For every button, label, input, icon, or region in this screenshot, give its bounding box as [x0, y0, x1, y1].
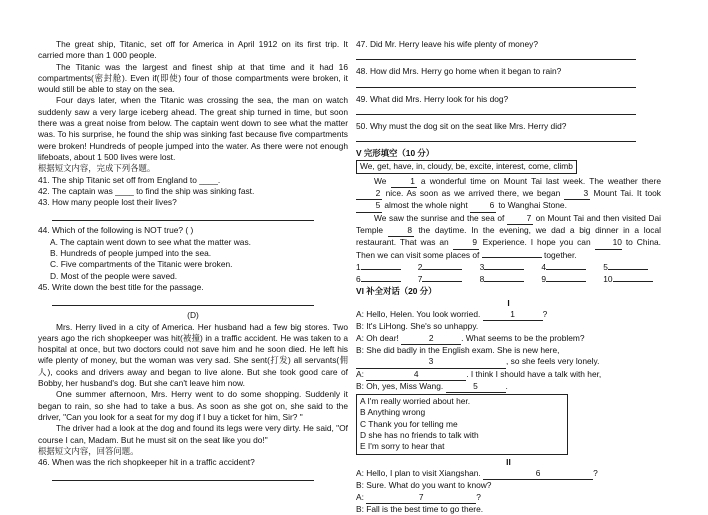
cloze-paragraph-2	[356, 213, 661, 261]
answer-blank[interactable]	[361, 281, 401, 282]
question-42: 42. The captain was ____ to find the ship was sinking fast.	[38, 185, 255, 196]
question-50: 50. Why must the dog sit on the seat like Mrs. Herry did?	[356, 120, 567, 131]
passage-c-paragraph-1: The great ship, Titanic, set off for America in April 1912 on its first trip. It carried more than 1 000 people.	[38, 39, 348, 61]
option-b: B Anything wrong	[360, 407, 426, 418]
answer-blank[interactable]	[361, 269, 401, 270]
dialog-1-line-4: B: She did badly in the English exam. She is new here,	[356, 344, 560, 355]
dialog-text: ?	[542, 309, 548, 320]
dialog-1-title: I	[507, 297, 510, 308]
dialog-text: . What seems to be the problem?	[461, 332, 585, 343]
dialog-2-title: II	[506, 456, 511, 467]
cloze-text: the daytime. In the evening, we dad a big dinner in a local restaurant. That was an	[356, 224, 662, 248]
dialog-blank-6[interactable]: 6	[483, 468, 593, 480]
dialog-1-line-7	[356, 381, 661, 393]
dialog-text: ?	[593, 467, 598, 478]
section-v-title: V 完形填空（10 分）	[356, 148, 435, 159]
dialog-text: .	[505, 380, 508, 391]
answer-grid-row-2	[356, 274, 661, 285]
instruction-d: 根据短文内容，回答问题。	[38, 445, 139, 456]
cloze-text: We saw the sunrise and the sea of	[374, 212, 507, 223]
answer-grid-row-1	[356, 262, 661, 273]
cloze-text: a wonderful time on Mount Tai last week. The weather there	[416, 175, 661, 186]
option-c: C Thank you for telling me	[360, 418, 458, 429]
answer-blank[interactable]	[546, 269, 586, 270]
passage-d-paragraph-1: Mrs. Herry lived in a city of America. Her husband had a few big stores. Two years ago the rich shopkeeper was hit(被撞) in a traffic accident. He was taken to a hospital at once, but two doctors could not save him and he soon died. He left his wife plenty of money, but the woman was very sad. She sent(打发) all servants(佣人), cooks and drivers away and began to live alone. But she took good care of Bobby, her husband's dog. But she can't leave him now.	[38, 321, 348, 389]
dialog-text: A:	[356, 368, 367, 379]
dialog-1-line-3	[356, 333, 661, 345]
cloze-blank-7[interactable]: 8	[388, 225, 414, 237]
cloze-blank-1[interactable]: 1	[391, 176, 417, 188]
cloze-text: to China. Then we can visit some places of	[356, 237, 661, 260]
answer-line-47[interactable]	[356, 51, 636, 60]
cloze-text: almost the whole night	[382, 200, 470, 211]
answer-number: 4	[541, 261, 547, 272]
answer-cell[interactable]	[418, 274, 476, 285]
cloze-paragraph-1	[356, 176, 661, 213]
dialog-2-line-2: B: Sure. What do you want to know?	[356, 480, 492, 491]
option-e: E I'm sorry to hear that	[360, 441, 445, 452]
answer-number: 1	[356, 261, 361, 272]
answer-cell[interactable]	[603, 274, 661, 285]
answer-blank[interactable]	[422, 281, 462, 282]
answer-blank[interactable]	[422, 269, 462, 270]
answer-line-48[interactable]	[356, 79, 636, 88]
answer-blank[interactable]	[613, 281, 653, 282]
answer-line-46[interactable]	[52, 470, 314, 481]
cloze-blank-8[interactable]: 9	[453, 237, 479, 249]
dialog-blank-3[interactable]: 3	[356, 356, 506, 368]
options-box	[356, 394, 568, 454]
passage-d-paragraph-3: The driver had a look at the dog and found its legs were very dirty. He said, "Of course I can, Madam. But he must sit on the seat like you do!"	[38, 423, 348, 445]
cloze-text: Experience. I hope you can	[478, 237, 595, 248]
question-44-option-d: D. Most of the people were saved.	[50, 270, 178, 281]
cloze-blank-10[interactable]	[482, 257, 542, 258]
answer-number: 9	[541, 274, 547, 285]
dialog-1-line-6	[356, 369, 661, 381]
answer-cell[interactable]	[541, 262, 599, 273]
cloze-blank-3[interactable]: 3	[564, 188, 590, 200]
answer-number: 2	[417, 261, 423, 272]
answer-cell[interactable]	[356, 274, 414, 285]
dialog-blank-7[interactable]: 7	[366, 492, 476, 504]
dialog-1-line-5	[356, 356, 661, 368]
question-47: 47. Did Mr. Herry leave his wife plenty of money?	[356, 39, 539, 49]
instruction-c: 根据短文内容，完成下列各题。	[38, 163, 156, 174]
question-44-option-a: A. The captain went down to see what the matter was.	[50, 236, 251, 247]
dialog-2-line-4: B: Fall is the best time to go there.	[356, 503, 484, 514]
cloze-text: Mount Tai. It took	[589, 188, 661, 199]
question-46: 46. When was the rich shopkeeper hit in a traffic accident?	[38, 457, 255, 468]
section-vi-title: VI 补全对话（20 分）	[356, 286, 437, 297]
cloze-blank-4[interactable]: 5	[356, 200, 382, 212]
section-d-title: (D)	[187, 310, 199, 321]
answer-number: 6	[356, 274, 361, 285]
answer-line-49[interactable]	[356, 106, 636, 115]
cloze-blank-9[interactable]: 10	[595, 237, 622, 249]
question-41: 41. The ship Titanic set off from England to ____.	[38, 174, 221, 185]
dialog-1-line-2: B: It's LiHong. She's so unhappy.	[356, 321, 479, 332]
question-43: 43. How many people lost their lives?	[38, 197, 177, 208]
answer-number: 8	[479, 274, 485, 285]
answer-line-45[interactable]	[52, 295, 314, 306]
answer-line-43[interactable]	[52, 210, 314, 221]
answer-number: 3	[479, 261, 485, 272]
cloze-blank-6[interactable]: 7	[507, 213, 533, 225]
question-45: 45. Write down the best title for the passage.	[38, 281, 204, 292]
answer-cell[interactable]	[480, 274, 538, 285]
answer-blank[interactable]	[484, 281, 524, 282]
dialog-text: B: Oh, yes, Miss Wang.	[356, 380, 446, 391]
answer-number: 10	[603, 274, 613, 285]
question-48: 48. How did Mrs. Herry go home when it began to rain?	[356, 66, 562, 77]
dialog-blank-5[interactable]: 5	[446, 381, 506, 393]
left-column	[38, 39, 348, 485]
answer-cell[interactable]	[541, 274, 599, 285]
dialog-blank-4[interactable]: 4	[366, 369, 466, 381]
dialog-text: A: Hello, I plan to visit Xiangshan.	[356, 467, 484, 478]
cloze-blank-5[interactable]: 6	[470, 200, 496, 212]
dialog-text: A: Hello, Helen. You look worried.	[356, 309, 483, 320]
answer-line-50[interactable]	[356, 133, 636, 142]
dialog-text: A:	[356, 491, 367, 502]
dialog-blank-2[interactable]: 2	[401, 333, 461, 345]
right-column	[356, 39, 661, 515]
cloze-text: nice. As soon as we arrived there, we began	[382, 188, 564, 199]
dialog-2-line-1	[356, 468, 661, 480]
dialog-text: , so she feels very lonely.	[506, 356, 600, 367]
question-44-option-c: C. Five compartments of the Titanic were broken.	[50, 259, 233, 270]
dialog-blank-1[interactable]: 1	[483, 309, 543, 321]
answer-cell[interactable]	[418, 262, 476, 273]
dialog-1-line-1	[356, 309, 661, 321]
dialog-text: A: Oh dear!	[356, 332, 402, 343]
cloze-text: to Wanghai Stone.	[496, 200, 567, 211]
question-49: 49. What did Mrs. Herry look for his dog?	[356, 93, 509, 104]
word-box: We, get, have, in, cloudy, be, excite, interest, come, climb	[356, 160, 577, 173]
question-44-option-b: B. Hundreds of people jumped into the sea.	[50, 248, 212, 259]
answer-number: 7	[417, 274, 423, 285]
dialog-text: ?	[476, 491, 481, 502]
passage-c-paragraph-3: Four days later, when the Titanic was crossing the sea, the man on watch suddenly saw a very large iceberg ahead. The great ship turned in time, but soon there was a great noise from below. The captain went down to see what the matter was. To his surprise, he found the ship was sinking fast because five compartments were broken! Hundreds of people jumped into the water. As there were not enough lifeboats, about 1 500 lives were lost.	[38, 95, 348, 162]
dialog-text: . I think I should have a talk with her,	[466, 368, 602, 379]
passage-c-paragraph-2: The Titanic was the largest and finest ship at that time and it had 16 compartments(密封舱). Even if(即使) four of those compartments were broken, it would still be able to stay on the sea.	[38, 61, 348, 95]
answer-cell[interactable]	[480, 262, 538, 273]
answer-cell[interactable]	[603, 262, 661, 273]
cloze-text: on Mount Tai and then visited Dai Temple	[356, 212, 661, 235]
dialog-2-line-3	[356, 492, 661, 504]
cloze-text: together.	[541, 249, 577, 260]
passage-d-paragraph-2: One summer afternoon, Mrs. Herry went to do some shopping. Suddenly it began to rain, so she had to take a bus. As soon as she got on, she said to the driver, "Can you look for a seat for my dog if I buy a ticket for him, Sir? "	[38, 389, 348, 422]
answer-blank[interactable]	[608, 269, 648, 270]
answer-number: 5	[603, 261, 608, 272]
answer-cell[interactable]	[356, 262, 414, 273]
cloze-blank-2[interactable]: 2	[356, 188, 382, 200]
cloze-text: We	[374, 175, 391, 186]
question-44: 44. Which of the following is NOT true? ( )	[38, 225, 194, 236]
option-a: A I'm really worried about her.	[360, 396, 471, 407]
answer-blank[interactable]	[546, 281, 586, 282]
option-d: D she has no friends to talk with	[360, 430, 479, 441]
answer-blank[interactable]	[484, 269, 524, 270]
